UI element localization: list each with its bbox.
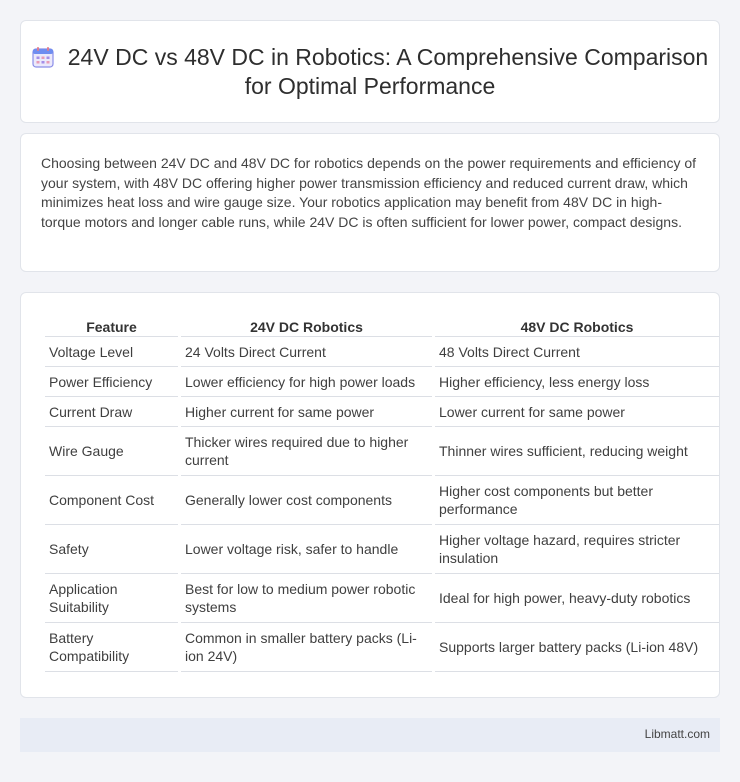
table-row [45,525,719,574]
header-feature: Feature [45,317,178,337]
cell-48v: Higher voltage hazard, requires stricter insulation [435,525,719,574]
cell-48v: Higher cost components but better performance [435,476,719,525]
cell-feature: Current Draw [45,397,178,427]
table-row [45,476,719,525]
cell-48v: Supports larger battery packs (Li-ion 48V) [435,623,719,672]
table-row [45,427,719,476]
cell-48v: Ideal for high power, heavy-duty robotics [435,574,719,623]
cell-48v: Lower current for same power [435,397,719,427]
cell-24v: Generally lower cost components [181,476,432,525]
table-row [45,623,719,672]
header-48v: 48V DC Robotics [435,317,719,337]
cell-48v: Thinner wires sufficient, reducing weight [435,427,719,476]
header-24v: 24V DC Robotics [181,317,432,337]
cell-24v: Common in smaller battery packs (Li-ion 24V) [181,623,432,672]
table-row [45,337,719,367]
footer-bar [20,718,720,752]
cell-feature: Battery Compatibility [45,623,178,672]
comparison-table [42,317,722,672]
cell-24v: Best for low to medium power robotic systems [181,574,432,623]
title-card [20,20,720,123]
page-title: 24V DC vs 48V DC in Robotics: A Comprehensive Comparison for Optimal Performance [67,44,709,99]
table-row [45,574,719,623]
cell-24v: Lower voltage risk, safer to handle [181,525,432,574]
cell-24v: 24 Volts Direct Current [181,337,432,367]
cell-feature: Power Efficiency [45,367,178,397]
table-row [45,367,719,397]
table-row [45,397,719,427]
cell-feature: Safety [45,525,178,574]
cell-24v: Thicker wires required due to higher current [181,427,432,476]
cell-24v: Higher current for same power [181,397,432,427]
title-wrap [21,43,719,101]
cell-feature: Component Cost [45,476,178,525]
intro-card [20,133,720,272]
footer-site-link[interactable]: Libmatt.com [644,727,710,741]
cell-feature: Wire Gauge [45,427,178,476]
cell-24v: Lower efficiency for high power loads [181,367,432,397]
calendar-icon [32,46,54,68]
cell-feature: Application Suitability [45,574,178,623]
comparison-card [20,292,720,698]
cell-48v: Higher efficiency, less energy loss [435,367,719,397]
cell-48v: 48 Volts Direct Current [435,337,719,367]
table-header-row [45,317,719,337]
intro-paragraph: Choosing between 24V DC and 48V DC for robotics depends on the power requirements and efficiency of your system, with 48V DC offering higher power transmission efficiency and reduced current draw, which minimizes heat loss and wire gauge size. Your robotics application may benefit from 48V DC in high-torque motors and longer cable runs, while 24V DC is often sufficient for lower power, compact designs. [41,155,697,230]
cell-feature: Voltage Level [45,337,178,367]
